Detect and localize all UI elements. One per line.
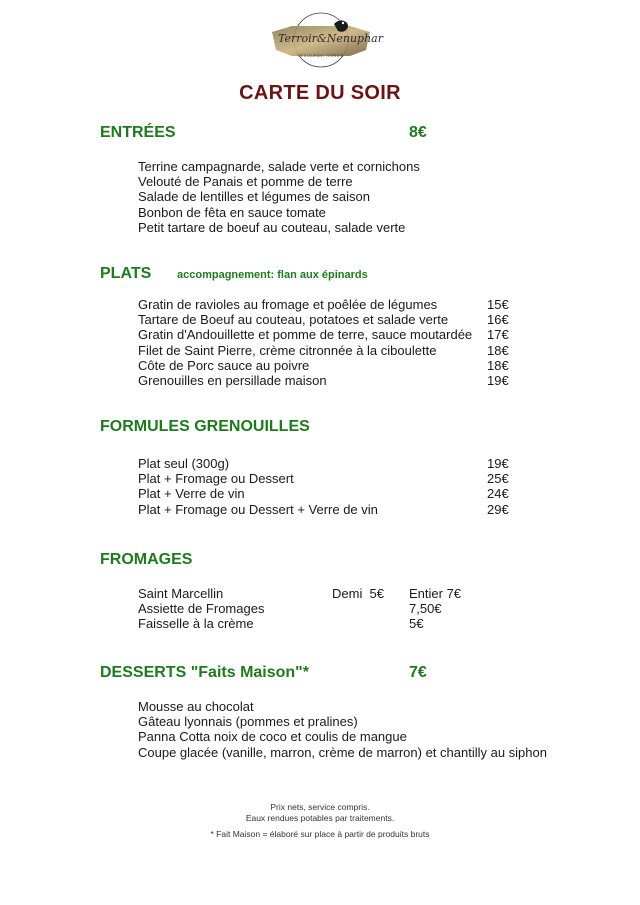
list-item (138, 327, 509, 343)
list-item (138, 501, 509, 517)
footer-note-water: Eaux rendues potables par traitements. (245, 813, 395, 823)
item-name: Filet de Saint Pierre, crème citronnée à la ciboulette (138, 342, 437, 358)
item-name: Plat + Verre de vin (138, 486, 245, 502)
item-price: 18€ (487, 342, 509, 358)
item-price: 19€ (487, 373, 509, 389)
list-item: Mousse au chocolat (138, 699, 254, 714)
list-item (138, 471, 509, 487)
list-item (138, 342, 509, 358)
item-price: 29€ (487, 501, 509, 517)
footer-note-fait-maison: * Fait Maison = élaboré sur place à partir de produits bruts (210, 829, 430, 839)
item-name: Tartare de Boeuf au couteau, potatoes et salade verte (138, 312, 449, 328)
item-price: 15€ (487, 297, 509, 312)
section-heading-fromages: FROMAGES (100, 551, 193, 568)
item-name: Plat + Fromage ou Dessert + Verre de vin (138, 501, 378, 517)
section-heading-desserts: DESSERTS "Faits Maison"* (100, 664, 309, 681)
list-item: Panna Cotta noix de coco et coulis de mangue (138, 729, 407, 745)
item-price: 24€ (487, 486, 509, 502)
fromage-price: Entier 7€ (409, 586, 462, 601)
entrees-list (138, 159, 420, 235)
list-item (138, 373, 509, 389)
list-item (138, 456, 509, 471)
restaurant-logo (270, 10, 383, 70)
item-name: Gratin d'Andouillette et pomme de terre, sauce moutardée (138, 327, 473, 343)
desserts-list (138, 699, 547, 760)
item-name: Côte de Porc sauce au poivre (138, 357, 310, 373)
item-price: 18€ (487, 357, 509, 373)
item-price: 16€ (487, 312, 509, 328)
fromage-name: Assiette de Fromages (138, 601, 265, 616)
list-item: Gâteau lyonnais (pommes et pralines) (138, 714, 358, 730)
formules-list (138, 456, 509, 517)
list-item (138, 297, 509, 312)
item-name: Plat seul (300g) (138, 456, 230, 471)
item-name: Gratin de ravioles au fromage et poêlée de légumes (138, 297, 438, 312)
section-heading-plats: PLATS (100, 265, 152, 282)
section-price-desserts: 7€ (409, 664, 427, 681)
item-name: Grenouilles en persillade maison (138, 373, 327, 389)
fromage-name: Saint Marcellin (138, 586, 224, 601)
section-heading-entrees: ENTRÉES (100, 124, 176, 141)
section-note-plats: accompagnement: flan aux épinards (177, 269, 368, 281)
item-price: 25€ (487, 471, 509, 487)
plats-list (138, 297, 509, 389)
fromage-name: Faisselle à la crème (138, 616, 254, 631)
list-item (138, 357, 509, 373)
logo-name: Terroir&Nenuphar (278, 32, 383, 45)
footer-note-prices: Prix nets, service compris. (270, 802, 370, 812)
fromage-demi-price: Demi 5€ (332, 586, 385, 601)
item-name: Plat + Fromage ou Dessert (138, 471, 294, 487)
fromage-price: 7,50€ (409, 601, 442, 616)
section-heading-formules: FORMULES GRENOUILLES (100, 418, 310, 435)
list-item: Bonbon de fêta en sauce tomate (138, 204, 326, 220)
list-item (138, 486, 509, 502)
list-item (138, 312, 509, 328)
fromage-price: 5€ (409, 616, 424, 631)
list-item: Velouté de Panais et pomme de terre (138, 174, 353, 190)
logo-tagline: RESTAURANT TERROIR (298, 54, 344, 58)
list-item: Petit tartare de boeuf au couteau, salade verte (138, 219, 406, 235)
page-title: CARTE DU SOIR (239, 82, 401, 104)
item-price: 19€ (487, 456, 509, 471)
section-price-entrees: 8€ (409, 124, 427, 141)
list-item: Salade de lentilles et légumes de saison (138, 189, 370, 205)
list-item: Coupe glacée (vanille, marron, crème de marron) et chantilly au siphon (138, 744, 547, 760)
item-price: 17€ (487, 327, 509, 343)
list-item: Terrine campagnarde, salade verte et cornichons (138, 159, 420, 174)
